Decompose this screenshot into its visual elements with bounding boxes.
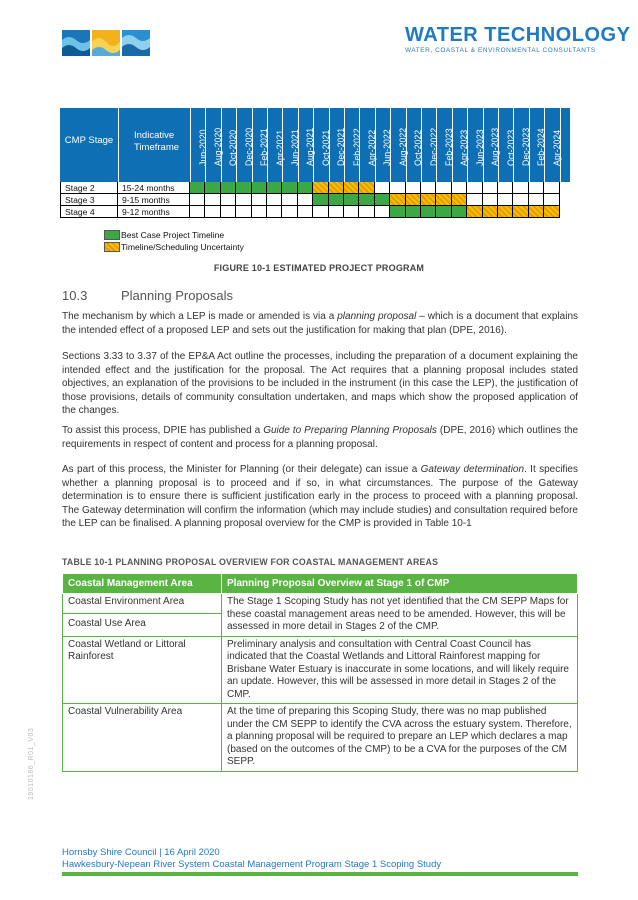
- table-caption: TABLE 10-1 PLANNING PROPOSAL OVERVIEW FOR COASTAL MANAGEMENT AREAS: [62, 557, 439, 567]
- best-case-cell: [282, 182, 297, 194]
- best-case-cell: [313, 194, 328, 206]
- uncertainty-cell: [467, 206, 482, 218]
- empty-cell: [390, 182, 405, 194]
- timeframe-label: 9-12 months: [118, 206, 190, 218]
- empty-cell: [236, 194, 251, 206]
- brand-subtitle: WATER, COASTAL & ENVIRONMENTAL CONSULTANTS: [405, 47, 596, 54]
- legend-swatch-best-case: [104, 230, 120, 240]
- empty-cell: [282, 194, 297, 206]
- month-header: Feb-2022: [344, 108, 360, 182]
- empty-cell: [529, 194, 544, 206]
- best-case-cell: [452, 206, 467, 218]
- uncertainty-cell: [513, 206, 528, 218]
- month-header: Apr-2024: [544, 108, 560, 182]
- month-header: Jun-2022: [375, 108, 391, 182]
- overview-cell: Preliminary analysis and consultation with Central Coast Council has indicated that the Coastal Wetlands and Littoral Rainforest mapping for Brisbane Water Estuary is inaccurate in some locations, and will likely require an update. However, this will be assessed in more detail in Stages 2 of the CMP.: [222, 636, 578, 704]
- timeframe-label: 15-24 months: [118, 182, 190, 194]
- month-header: Oct-2020: [221, 108, 237, 182]
- best-case-cell: [329, 194, 344, 206]
- client-logo: [62, 28, 150, 58]
- legend-swatch-uncertainty: [104, 242, 120, 252]
- empty-cell: [421, 182, 436, 194]
- month-header: Apr-2021: [267, 108, 283, 182]
- header-timeframe: Indicative Timeframe: [118, 108, 191, 182]
- empty-cell: [298, 194, 313, 206]
- empty-cell: [298, 206, 313, 218]
- empty-cell: [452, 182, 467, 194]
- month-header: Aug-2023: [483, 108, 499, 182]
- month-header: Oct-2023: [498, 108, 514, 182]
- timeframe-label: 9-15 months: [118, 194, 190, 206]
- timeline-row: [60, 182, 570, 194]
- month-header: Dec-2023: [513, 108, 529, 182]
- month-header: Feb-2021: [252, 108, 268, 182]
- month-header: Dec-2022: [421, 108, 437, 182]
- month-header: Apr-2023: [452, 108, 468, 182]
- empty-cell: [375, 206, 390, 218]
- header-cmp-stage: CMP Stage: [60, 108, 119, 182]
- best-case-cell: [190, 182, 205, 194]
- header-area: Coastal Management Area: [63, 574, 222, 594]
- table-row: [63, 636, 578, 704]
- month-header: Dec-2021: [329, 108, 345, 182]
- stage-label: Stage 4: [60, 206, 118, 218]
- stage-label: Stage 3: [60, 194, 118, 206]
- uncertainty-cell: [544, 206, 559, 218]
- best-case-cell: [421, 206, 436, 218]
- legend-best-case: Best Case Project Timeline: [121, 230, 225, 240]
- empty-cell: [513, 194, 528, 206]
- empty-cell: [221, 206, 236, 218]
- uncertainty-cell: [359, 182, 374, 194]
- table-header-row: [63, 574, 578, 594]
- empty-cell: [498, 194, 513, 206]
- figure-caption: FIGURE 10-1 ESTIMATED PROJECT PROGRAM: [213, 263, 425, 273]
- timeline-header: [60, 108, 570, 182]
- area-cell: Coastal Use Area: [63, 613, 222, 636]
- section-number: 10.3: [62, 288, 88, 303]
- best-case-cell: [436, 206, 451, 218]
- best-case-cell: [236, 182, 251, 194]
- empty-cell: [205, 206, 220, 218]
- overview-cell: At the time of preparing this Scoping Study, there was no map published under the CM SEPP to identify the CVA across the estuary system. Therefore, a planning proposal will be required to prepare an LEP which declares a map (based on the outcomes of the CMP) to be a CVA for the purposes of the CM SEPP.: [222, 704, 578, 772]
- paragraph-4: As part of this process, the Minister for Planning (or their delegate) can issue a Gateway determination. It specifies whether a planning proposal is to proceed and if so, in what circumstances. The purpose of the Gateway determination is to ensure there is sufficient justification early in the process to proceed with a planning proposal. The Gateway determination will confirm the information (which may include studies) and consultation required before the LEP can be finalised. A planning proposal overview for the CMP is provided in Table 10-1: [62, 464, 578, 529]
- best-case-cell: [252, 182, 267, 194]
- empty-cell: [359, 206, 374, 218]
- paragraph-3: To assist this process, DPIE has published a Guide to Preparing Planning Proposals (DPE, 2016) which outlines the requirements in respect of content and process for a planning proposal.: [62, 425, 579, 450]
- best-case-cell: [205, 182, 220, 194]
- table-row: [63, 594, 578, 614]
- month-header: Aug-2021: [298, 108, 314, 182]
- section-title: Planning Proposals: [121, 288, 234, 303]
- footer-bar: [62, 872, 578, 876]
- month-header: Oct-2021: [313, 108, 329, 182]
- month-header: Jun-2023: [467, 108, 483, 182]
- empty-cell: [236, 206, 251, 218]
- empty-cell: [544, 194, 559, 206]
- brand-title: WATER TECHNOLOGY: [405, 24, 631, 46]
- uncertainty-cell: [344, 182, 359, 194]
- best-case-cell: [221, 182, 236, 194]
- footer-report-title: Hawkesbury-Nepean River System Coastal Management Program Stage 1 Scoping Study: [62, 859, 442, 870]
- empty-cell: [252, 206, 267, 218]
- uncertainty-cell: [436, 194, 451, 206]
- uncertainty-cell: [406, 194, 421, 206]
- best-case-cell: [406, 206, 421, 218]
- empty-cell: [313, 206, 328, 218]
- timeline-row: [60, 206, 570, 218]
- uncertainty-cell: [529, 206, 544, 218]
- area-cell: Coastal Environment Area: [63, 594, 222, 614]
- empty-cell: [544, 182, 559, 194]
- empty-cell: [529, 182, 544, 194]
- legend-uncertainty: Timeline/Scheduling Uncertainty: [121, 242, 244, 252]
- month-header: Oct-2022: [406, 108, 422, 182]
- empty-cell: [282, 206, 297, 218]
- month-header: Jun-2020: [190, 108, 206, 182]
- empty-cell: [375, 182, 390, 194]
- uncertainty-cell: [313, 182, 328, 194]
- empty-cell: [221, 194, 236, 206]
- month-header: Jun-2021: [282, 108, 298, 182]
- best-case-cell: [267, 182, 282, 194]
- timeline-row: [60, 194, 570, 206]
- empty-cell: [252, 194, 267, 206]
- month-header: Apr-2022: [359, 108, 375, 182]
- area-cell: Coastal Vulnerability Area: [63, 704, 222, 772]
- empty-cell: [467, 194, 482, 206]
- empty-cell: [467, 182, 482, 194]
- document-code: 19010186_R01_V03: [28, 727, 35, 800]
- planning-proposal-table: [62, 573, 578, 772]
- empty-cell: [513, 182, 528, 194]
- table-row: [63, 704, 578, 772]
- empty-cell: [205, 194, 220, 206]
- empty-cell: [483, 194, 498, 206]
- empty-cell: [267, 194, 282, 206]
- month-header: Feb-2023: [436, 108, 452, 182]
- best-case-cell: [375, 194, 390, 206]
- area-cell: Coastal Wetland or Littoral Rainforest: [63, 636, 222, 704]
- empty-cell: [498, 182, 513, 194]
- paragraph-1: The mechanism by which a LEP is made or amended is via a planning proposal – which is a document that explains the intended effect of a proposed LEP and sets out the justification for making that plan (DPE, 2016).: [62, 311, 579, 336]
- header-overview: Planning Proposal Overview at Stage 1 of CMP: [222, 574, 578, 594]
- empty-cell: [344, 206, 359, 218]
- empty-cell: [483, 182, 498, 194]
- uncertainty-cell: [390, 194, 405, 206]
- best-case-cell: [344, 194, 359, 206]
- paragraph-2: Sections 3.33 to 3.37 of the EP&A Act outline the processes, including the preparation of a document explaining the intended effect and the justification for the proposal. The Act requires that a planning proposal includes stated objectives, an explanation of the provisions to be included in the instrument (in this case the LEP), the justification of those provisions, details of community consultation undertaken, and maps which show the proposed application of the changes.: [62, 351, 578, 416]
- wave-logo-icon: [62, 28, 150, 58]
- best-case-cell: [390, 206, 405, 218]
- empty-cell: [190, 194, 205, 206]
- uncertainty-cell: [483, 206, 498, 218]
- month-header: Aug-2020: [205, 108, 221, 182]
- uncertainty-cell: [329, 182, 344, 194]
- overview-cell: The Stage 1 Scoping Study has not yet identified that the CM SEPP Maps for these coastal management areas need to be amended. However, this will be assessed in more detail in Stages 2 of the CMP.: [222, 594, 578, 637]
- best-case-cell: [298, 182, 313, 194]
- empty-cell: [267, 206, 282, 218]
- footer-client-date: Hornsby Shire Council | 16 April 2020: [62, 847, 220, 858]
- best-case-cell: [359, 194, 374, 206]
- uncertainty-cell: [452, 194, 467, 206]
- empty-cell: [436, 182, 451, 194]
- empty-cell: [329, 206, 344, 218]
- uncertainty-cell: [498, 206, 513, 218]
- empty-cell: [190, 206, 205, 218]
- uncertainty-cell: [421, 194, 436, 206]
- month-header: Aug-2022: [390, 108, 406, 182]
- month-header: Dec-2020: [236, 108, 252, 182]
- month-header: Feb-2024: [529, 108, 545, 182]
- stage-label: Stage 2: [60, 182, 118, 194]
- empty-cell: [406, 182, 421, 194]
